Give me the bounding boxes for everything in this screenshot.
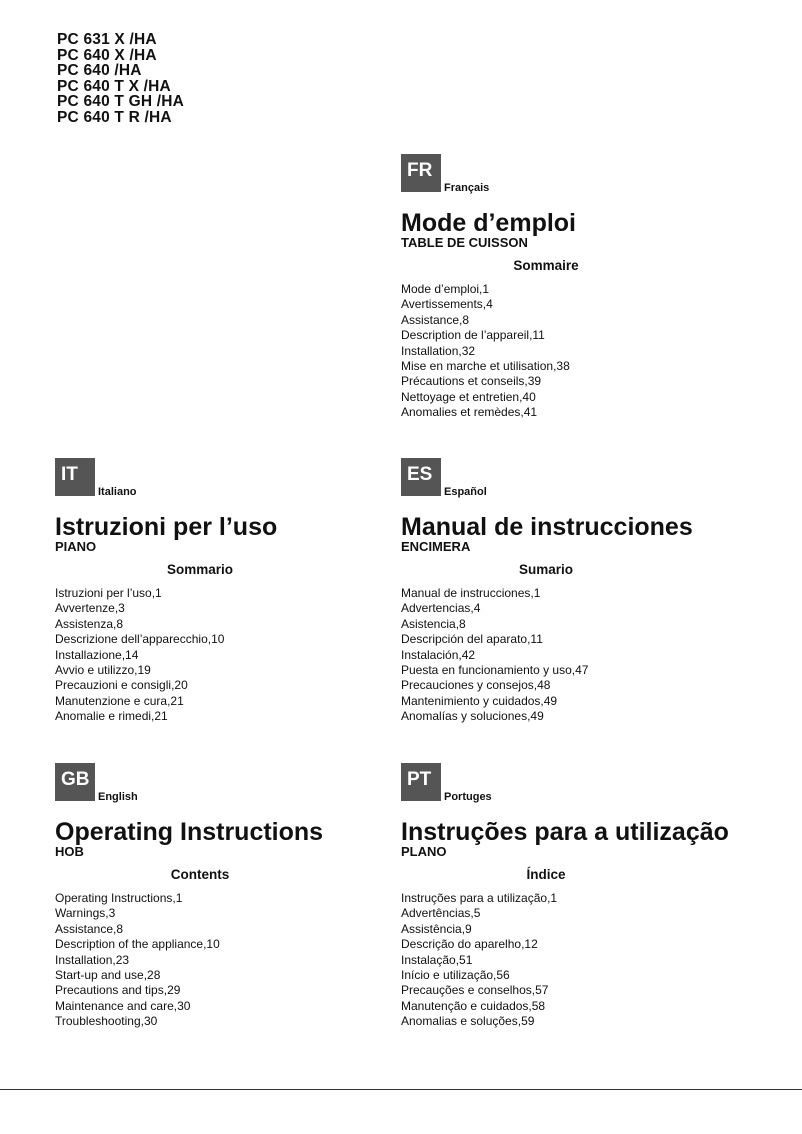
contents-item: Maintenance and care,30: [55, 998, 191, 1013]
language-code: GB: [55, 763, 95, 801]
contents-item: Avvertenze,3: [55, 601, 125, 616]
model: PC 640 T R /HA: [57, 108, 172, 126]
contents-item: Manual de instrucciones,1: [401, 586, 541, 600]
contents-item: Description of the appliance,10: [55, 937, 220, 952]
contents-item: Descrizione dell’apparecchio,10: [55, 632, 225, 647]
contents-item: Anomalias e soluções,59: [401, 1014, 535, 1029]
contents-list: [401, 891, 731, 1030]
contents-heading: Sommario: [166, 562, 234, 577]
section-subtitle: TABLE DE CUISSON: [401, 235, 528, 250]
language-badge: [401, 154, 731, 192]
contents-item: Precautions and tips,29: [55, 983, 181, 998]
contents-item: Assistenza,8: [55, 616, 124, 631]
model: PC 640 T GH /HA: [57, 93, 185, 110]
language-badge: [55, 458, 385, 496]
section-pt: [401, 763, 731, 1030]
contents-item: Assistência,9: [401, 921, 472, 936]
contents-item: Description de l’appareil,11: [401, 328, 545, 343]
contents-heading: Sommaire: [513, 258, 579, 273]
language-code: IT: [55, 458, 95, 496]
model: PC 640 X /HA: [57, 46, 157, 64]
contents-item: Assistance,8: [55, 921, 124, 936]
section-es: [401, 458, 731, 725]
contents-item: Anomalie e rimedi,21: [55, 709, 168, 724]
contents-item: Instruções para a utilização,1: [401, 891, 558, 905]
language-badge: [401, 763, 731, 801]
contents-item: Descrição do aparelho,12: [401, 937, 538, 952]
contents-heading: Sumario: [518, 562, 573, 577]
language-badge: [401, 458, 731, 496]
contents-list: [401, 282, 731, 421]
section-title: Mode d’emploi: [401, 209, 576, 237]
contents-item: Warnings,3: [55, 906, 116, 921]
language-name: English: [98, 791, 138, 803]
contents-item: Assistance,8: [401, 312, 470, 327]
section-it: [55, 458, 385, 725]
contents-item: Installation,23: [55, 952, 130, 967]
contents-item: Instalação,51: [401, 952, 473, 967]
contents-item: Istruzioni per l’uso,1: [55, 586, 162, 600]
language-name: Italiano: [98, 486, 137, 498]
section-gb: [55, 763, 385, 1030]
contents-item: Manutenção e cuidados,58: [401, 998, 546, 1013]
model-list: [57, 32, 184, 125]
model: PC 640 /HA: [57, 62, 142, 79]
contents-item: Asistencia,8: [401, 616, 466, 631]
contents-item: Start-up and use,28: [55, 968, 161, 983]
section-fr: [401, 154, 731, 421]
contents-item: Manutenzione e cura,21: [55, 693, 184, 708]
contents-item: Troubleshooting,30: [55, 1014, 158, 1029]
language-badge: [55, 763, 385, 801]
contents-item: Puesta en funcionamiento y uso,47: [401, 663, 589, 678]
footer-rule: [0, 1089, 802, 1090]
contents-heading: Índice: [526, 867, 566, 882]
contents-item: Início e utilização,56: [401, 968, 510, 983]
contents-item: Operating Instructions,1: [55, 891, 183, 905]
contents-item: Anomalies et remèdes,41: [401, 405, 538, 420]
language-name: Français: [444, 182, 490, 194]
contents-item: Installation,32: [401, 343, 476, 358]
contents-item: Precauções e conselhos,57: [401, 983, 549, 998]
section-title: Istruzioni per l’uso: [55, 513, 278, 541]
language-name: Portuges: [444, 791, 492, 803]
contents-item: Avvio e utilizzo,19: [55, 663, 151, 678]
contents-item: Advertências,5: [401, 906, 481, 921]
contents-item: Anomalías y soluciones,49: [401, 709, 544, 724]
contents-item: Mantenimiento y cuidados,49: [401, 693, 558, 708]
contents-item: Descripción del aparato,11: [401, 632, 543, 647]
contents-item: Advertencias,4: [401, 601, 481, 616]
language-code: FR: [401, 154, 441, 192]
contents-item: Avertissements,4: [401, 297, 493, 312]
section-title: Instruções para a utilização: [401, 818, 729, 846]
contents-item: Installazione,14: [55, 647, 139, 662]
contents-item: Nettoyage et entretien,40: [401, 389, 536, 404]
section-subtitle: HOB: [55, 844, 84, 859]
contents-item: Précautions et conseils,39: [401, 374, 542, 389]
contents-list: [401, 586, 731, 725]
contents-list: [55, 891, 385, 1030]
contents-item: Mode d’emploi,1: [401, 282, 490, 296]
section-subtitle: ENCIMERA: [401, 539, 471, 554]
section-subtitle: PIANO: [55, 539, 97, 554]
language-code: ES: [401, 458, 441, 496]
contents-item: Precauciones y consejos,48: [401, 678, 551, 693]
contents-item: Mise en marche et utilisation,38: [401, 359, 570, 374]
contents-list: [55, 586, 385, 725]
section-subtitle: PLANO: [401, 844, 447, 859]
section-title: Manual de instrucciones: [401, 513, 693, 541]
section-title: Operating Instructions: [55, 818, 324, 846]
language-name: Español: [444, 486, 487, 498]
contents-item: Precauzioni e consigli,20: [55, 678, 188, 693]
model: PC 640 T X /HA: [57, 77, 171, 95]
language-code: PT: [401, 763, 441, 801]
contents-heading: Contents: [170, 867, 230, 882]
model: PC 631 X /HA: [57, 31, 157, 48]
contents-item: Instalación,42: [401, 647, 476, 662]
